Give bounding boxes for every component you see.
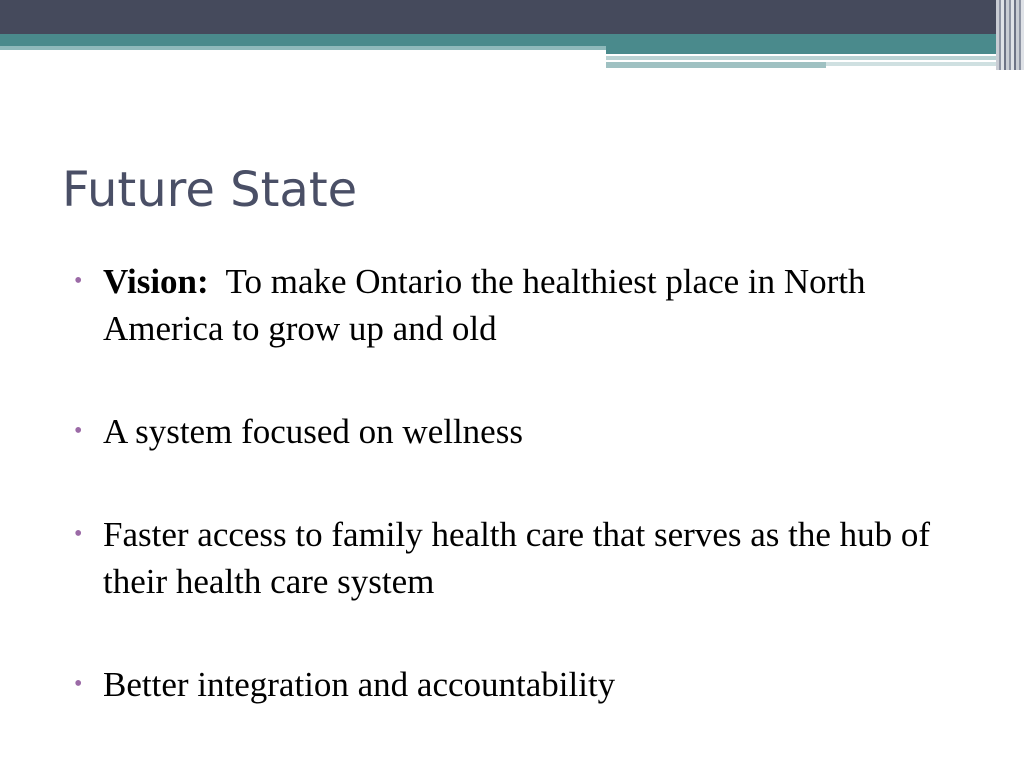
bullet-text: Better integration and accountability bbox=[103, 665, 616, 704]
header-band-teal bbox=[0, 34, 1024, 46]
bullet-item-wellness bbox=[74, 408, 974, 455]
bullet-text: A system focused on wellness bbox=[103, 412, 523, 451]
header-band-dark bbox=[0, 0, 1024, 34]
header-band-right-light bbox=[606, 56, 996, 60]
header-band-right-accent bbox=[606, 46, 996, 54]
bullet-icon: • bbox=[74, 671, 83, 697]
bullet-icon: • bbox=[74, 418, 83, 444]
header-vertical-stripes bbox=[996, 0, 1024, 70]
header-band-right-lower bbox=[606, 62, 826, 68]
header-band-right-lower-faint bbox=[826, 62, 996, 66]
bullet-list bbox=[74, 258, 974, 708]
bullet-text: Faster access to family health care that serves as the hub of their health care system bbox=[103, 515, 931, 601]
bullet-lead: Vision: bbox=[103, 262, 209, 301]
bullet-item-vision bbox=[74, 258, 974, 352]
header-band-teal-light bbox=[0, 46, 606, 50]
bullet-icon: • bbox=[74, 268, 83, 294]
bullet-icon: • bbox=[74, 521, 83, 547]
bullet-text: To make Ontario the healthiest place in North America to grow up and old bbox=[103, 262, 866, 348]
bullet-item-access bbox=[74, 511, 974, 605]
slide-title: Future State bbox=[62, 162, 358, 218]
bullet-item-integration bbox=[74, 661, 974, 708]
